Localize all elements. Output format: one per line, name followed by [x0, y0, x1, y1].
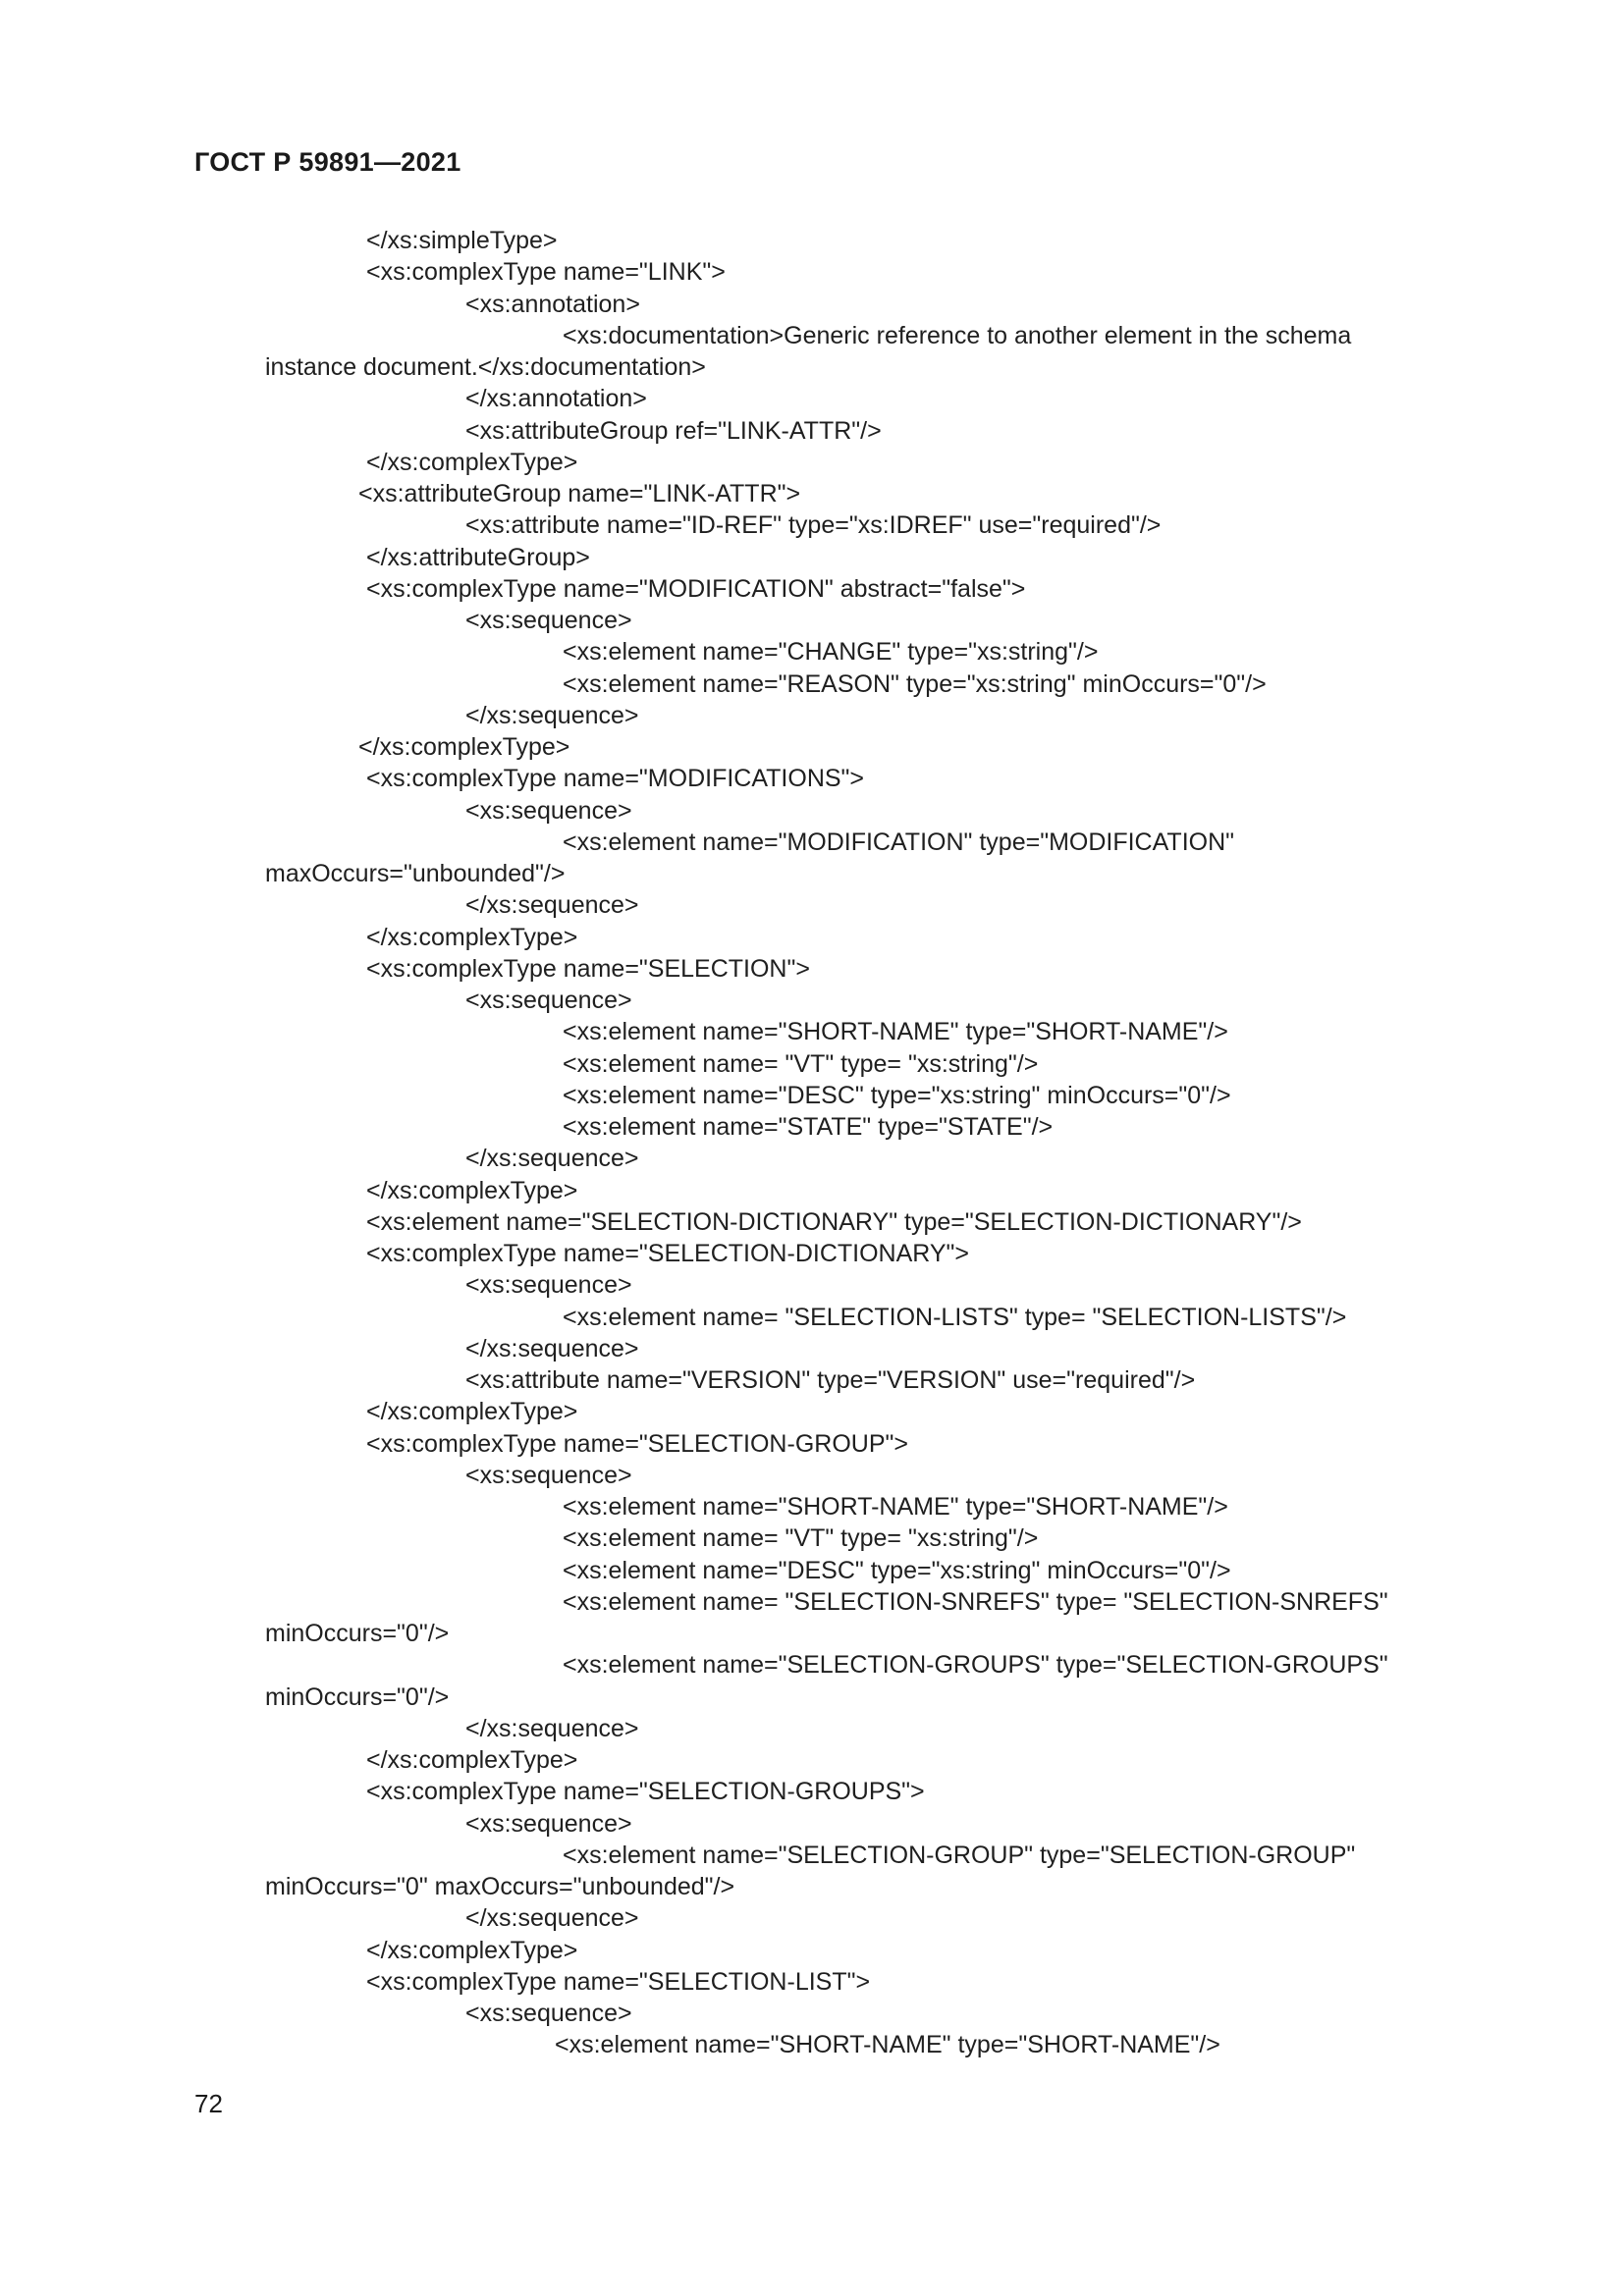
code-line: <xs:attribute name="ID-REF" type="xs:IDREF" use="required"/> [465, 511, 1162, 539]
code-line: <xs:sequence> [465, 797, 632, 825]
code-line: </xs:annotation> [465, 385, 647, 412]
code-line: <xs:sequence> [465, 1271, 632, 1299]
code-line: <xs:element name="SELECTION-GROUPS" type="SELECTION-GROUPS" [563, 1651, 1388, 1679]
code-line: <xs:complexType name="SELECTION-GROUPS"> [366, 1778, 925, 1805]
code-line: <xs:complexType name="MODIFICATION" abstract="false"> [366, 575, 1026, 603]
code-line: </xs:complexType> [366, 1177, 578, 1204]
code-line: </xs:complexType> [366, 1398, 578, 1425]
code-line: <xs:element name="SELECTION-GROUP" type="SELECTION-GROUP" [563, 1842, 1356, 1869]
code-line: </xs:complexType> [366, 924, 578, 951]
code-line: </xs:sequence> [465, 891, 639, 919]
code-line: <xs:complexType name="SELECTION-GROUP"> [366, 1430, 908, 1458]
code-line: </xs:sequence> [465, 702, 639, 729]
code-line: <xs:element name="DESC" type="xs:string" minOccurs="0"/> [563, 1082, 1231, 1109]
code-line: <xs:element name="DESC" type="xs:string" minOccurs="0"/> [563, 1557, 1231, 1584]
code-line: <xs:element name="SHORT-NAME" type="SHORT-NAME"/> [563, 1018, 1228, 1045]
code-line: minOccurs="0"/> [265, 1620, 450, 1647]
code-line: </xs:sequence> [465, 1335, 639, 1362]
code-line: </xs:attributeGroup> [366, 544, 590, 571]
code-line: minOccurs="0"/> [265, 1683, 450, 1711]
code-line: <xs:complexType name="MODIFICATIONS"> [366, 765, 865, 792]
code-line: </xs:sequence> [465, 1904, 639, 1932]
code-line: <xs:annotation> [465, 291, 640, 318]
code-line: <xs:attributeGroup name="LINK-ATTR"> [358, 480, 801, 507]
code-line: <xs:sequence> [465, 607, 632, 634]
code-line: </xs:sequence> [465, 1145, 639, 1172]
code-line: </xs:complexType> [366, 1937, 578, 1964]
code-line: instance document.</xs:documentation> [265, 353, 706, 381]
code-line: <xs:attributeGroup ref="LINK-ATTR"/> [465, 417, 882, 445]
code-line: <xs:complexType name="SELECTION"> [366, 955, 810, 983]
code-line: <xs:complexType name="LINK"> [366, 258, 726, 286]
page-number: 72 [194, 2089, 223, 2118]
code-line: </xs:complexType> [358, 733, 570, 761]
code-line: <xs:complexType name="SELECTION-LIST"> [366, 1968, 871, 1996]
standard-header: ГОСТ Р 59891—2021 [194, 147, 461, 177]
code-line: </xs:complexType> [366, 449, 578, 476]
code-line: <xs:element name= "SELECTION-SNREFS" type= "SELECTION-SNREFS" [563, 1588, 1388, 1616]
code-line: <xs:element name="MODIFICATION" type="MODIFICATION" [563, 828, 1235, 856]
code-line: minOccurs="0" maxOccurs="unbounded"/> [265, 1873, 735, 1900]
code-line: <xs:attribute name="VERSION" type="VERSION" use="required"/> [465, 1366, 1196, 1394]
code-line: maxOccurs="unbounded"/> [265, 860, 566, 887]
code-line: <xs:element name="SHORT-NAME" type="SHORT-NAME"/> [563, 1493, 1228, 1521]
code-line: <xs:element name="REASON" type="xs:string" minOccurs="0"/> [563, 670, 1267, 698]
code-line: <xs:sequence> [465, 1462, 632, 1489]
code-line: <xs:element name="STATE" type="STATE"/> [563, 1113, 1054, 1141]
code-line: <xs:sequence> [465, 2000, 632, 2027]
code-line: <xs:complexType name="SELECTION-DICTIONARY"> [366, 1240, 970, 1267]
code-line: </xs:complexType> [366, 1746, 578, 1774]
code-line: <xs:element name= "VT" type= "xs:string"/> [563, 1524, 1039, 1552]
code-line: <xs:element name= "SELECTION-LISTS" type= "SELECTION-LISTS"/> [563, 1304, 1347, 1331]
code-line: <xs:element name= "VT" type= "xs:string"/> [563, 1050, 1039, 1078]
code-line: <xs:documentation>Generic reference to another element in the schema [563, 322, 1352, 349]
code-line: </xs:simpleType> [366, 227, 558, 254]
code-line: <xs:sequence> [465, 1810, 632, 1838]
code-line: </xs:sequence> [465, 1715, 639, 1742]
code-line: <xs:sequence> [465, 987, 632, 1014]
code-line: <xs:element name="SELECTION-DICTIONARY" type="SELECTION-DICTIONARY"/> [366, 1208, 1302, 1236]
code-line: <xs:element name="SHORT-NAME" type="SHORT-NAME"/> [555, 2031, 1220, 2058]
code-line: <xs:element name="CHANGE" type="xs:string"/> [563, 638, 1099, 666]
